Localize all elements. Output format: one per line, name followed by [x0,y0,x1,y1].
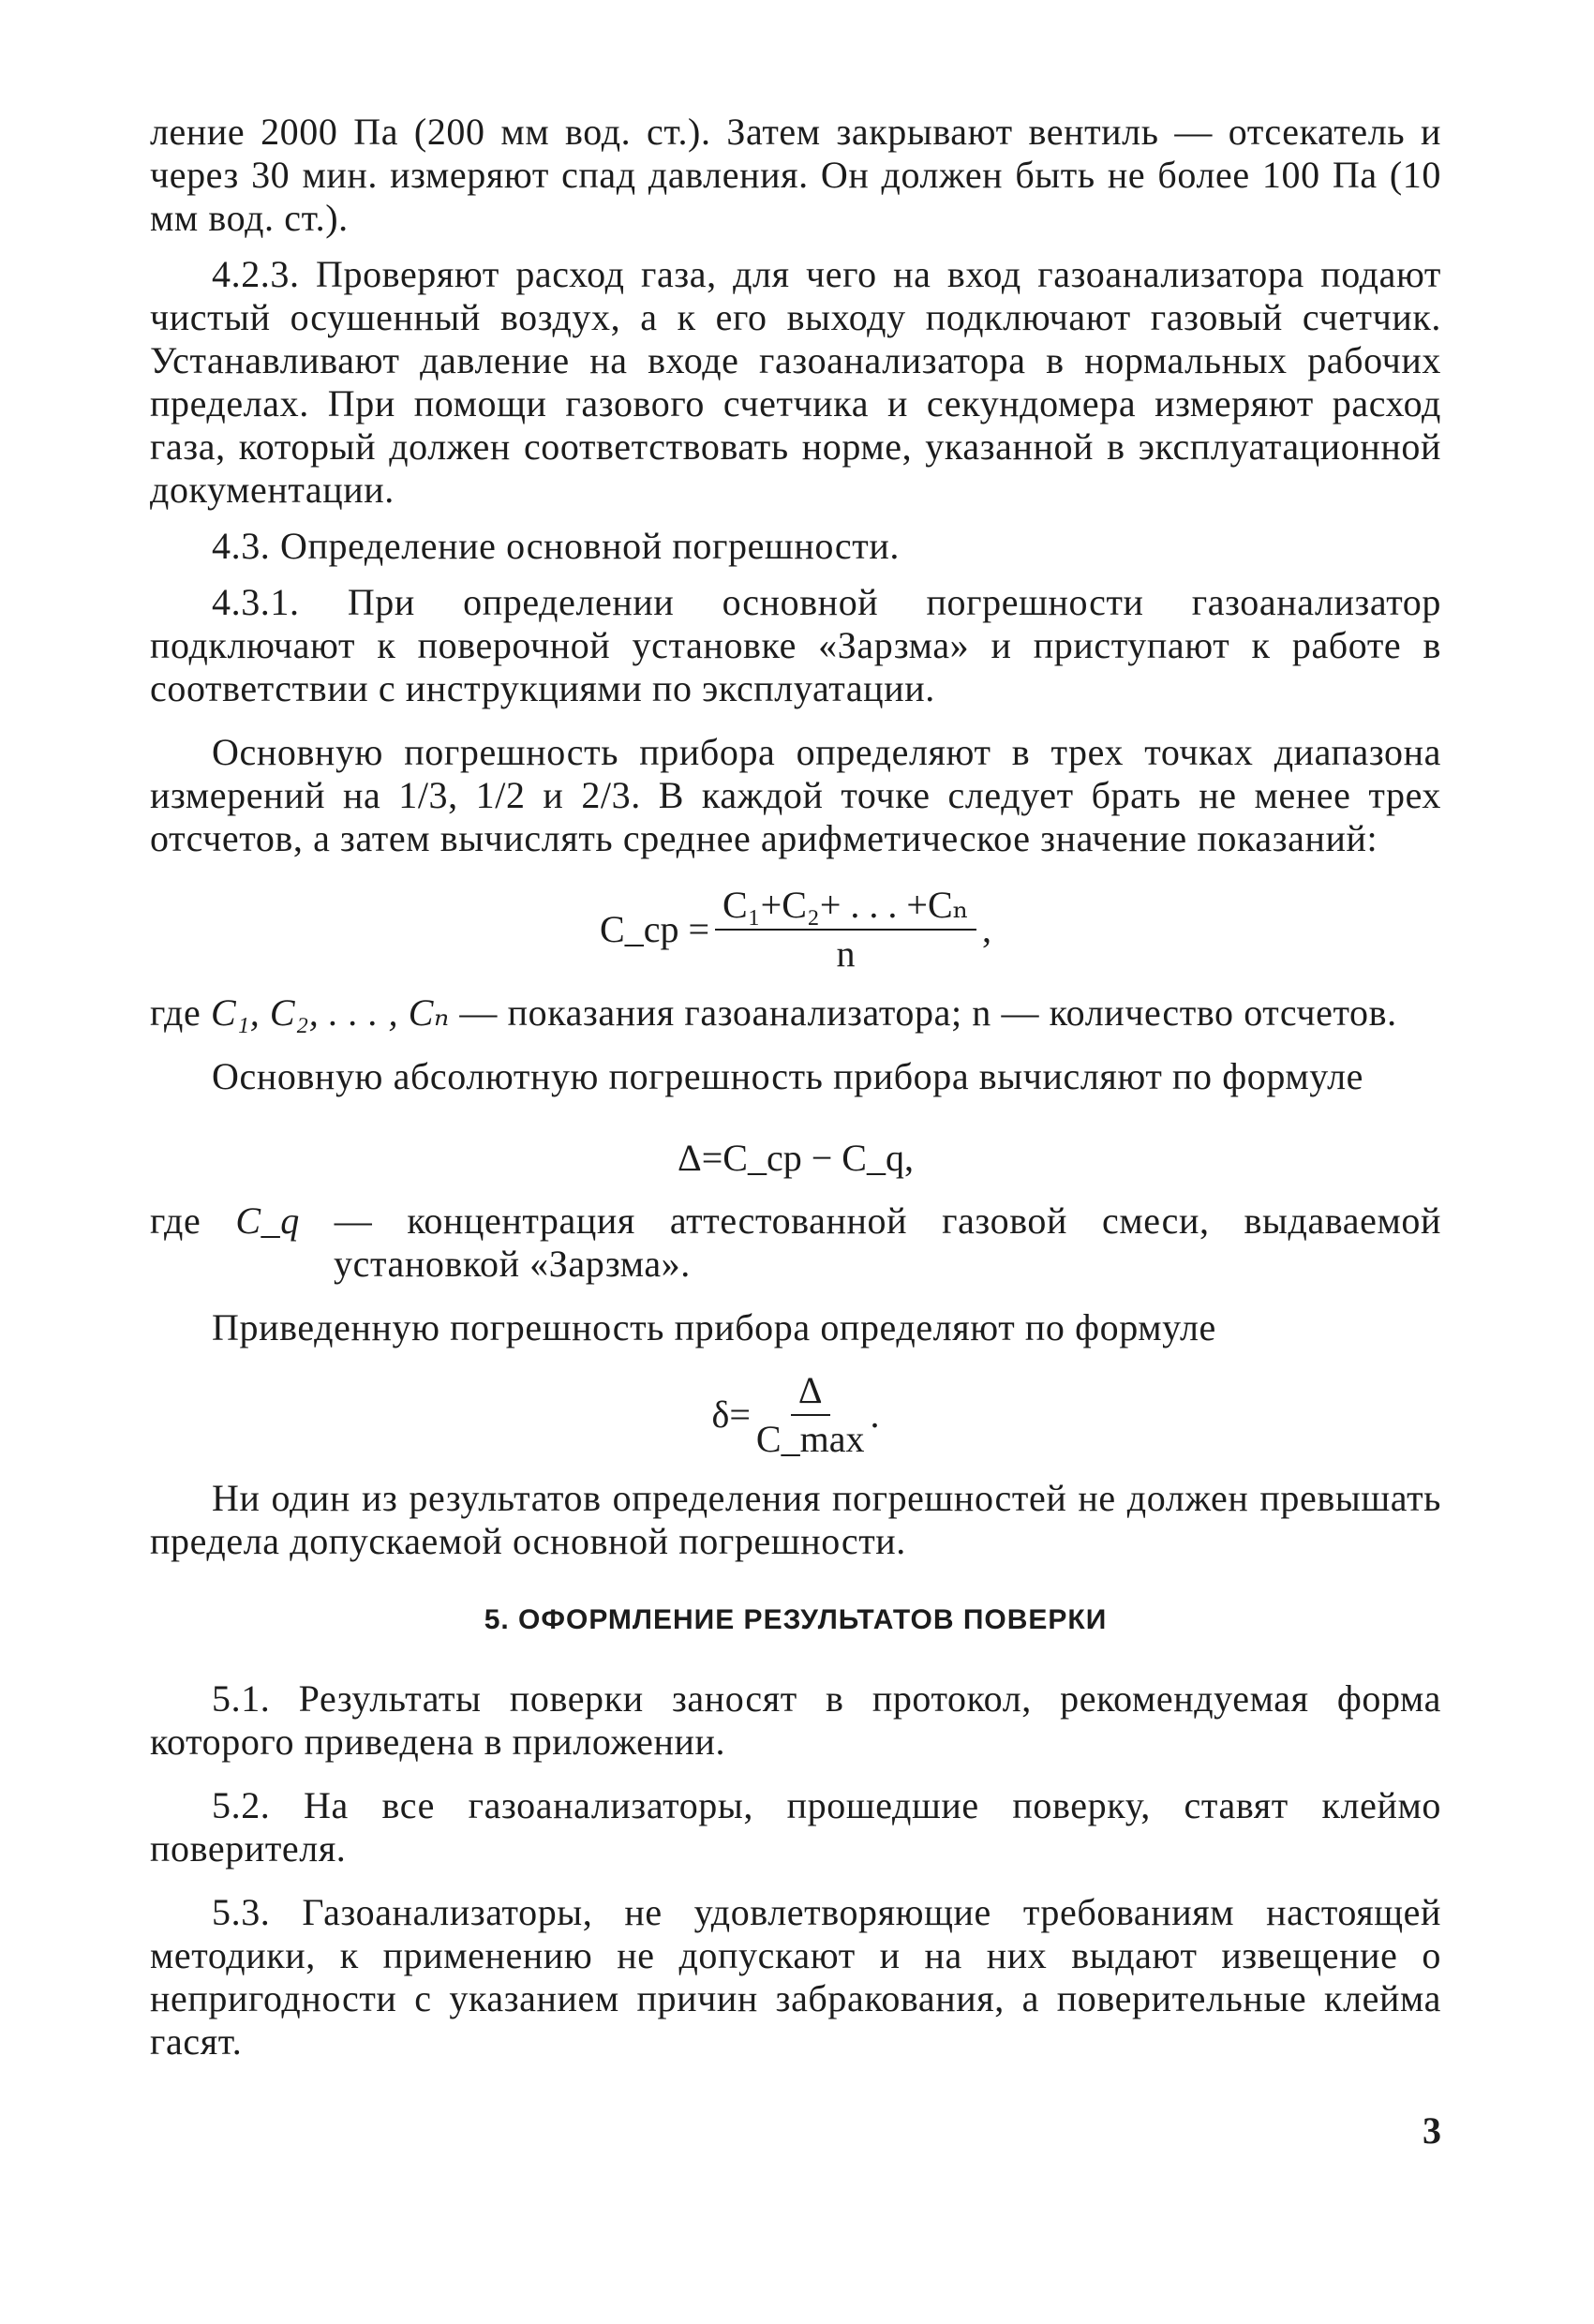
paragraph-pressure-drop: ление 2000 Па (200 мм вод. ст.). Затем закрывают вентиль — отсекатель и через 30 мин. измеряют спад давления. Он должен быть не более 100 Па (10 мм вод. ст.). [150,111,1441,239]
readings-description: — показания газоанализатора; n — количество отсчетов. [459,991,1397,1034]
section-heading: 5. ОФОРМЛЕНИЕ РЕЗУЛЬТАТОВ ПОВЕРКИ [484,1604,1108,1635]
paragraph-absolute-error: Основную абсолютную погрешность прибора вычисляют по формуле [212,1055,1364,1097]
formula-reduced-lhs: δ= [711,1393,751,1436]
concentration-description: — концентрация аттестованной газовой смеси, выдаваемой установкой «Зарзма». [334,1199,1441,1285]
formula-mean-lhs: C_ср = [600,908,710,950]
formula-reduced-error [150,1366,1441,1464]
formula-reduced-numerator: Δ [791,1369,830,1416]
text-column [150,111,1441,2063]
paragraph-5-2: 5.2. На все газоанализаторы, прошедшие поверку, ставят клеймо поверителя. [150,1784,1441,1870]
formula-absolute-error [150,1130,1441,1186]
paragraph-5-1: 5.1. Результаты поверки заносят в протокол, рекомендуемая форма которого приведена в приложении. [150,1677,1441,1763]
paragraph-4-3-1: 4.3.1. При определении основной погрешности газоанализатор подключают к поверочной установке «Зарзма» и приступают к работе в соответствии с инструкциями по эксплуатации. [150,581,1441,709]
formula-mean-denominator: n [836,932,856,975]
paragraph-4-3: 4.3. Определение основной погрешности. [212,525,900,567]
formula-absolute-error-text: Δ=C_ср − C_q, [678,1137,914,1179]
formula-mean-fraction [715,884,976,976]
paragraph-4-2-3: 4.2.3. Проверяют расход газа, для чего на вход газоанализатора подают чистый осушенный воздух, а к его выходу подключают газовый счетчик. Устанавливают давление на входе газоанализатора в нормальных рабочих пределах. При помощи газового счетчика и секундомера измеряют расход газа, который должен соответствовать норме, указанной в эксплуатационной документации. [150,253,1441,511]
formula-mean-numerator: C₁+C₂+ . . . +Cₙ [715,884,976,931]
formula-reduced-suffix: . [870,1393,880,1436]
page-number: 3 [1423,2109,1441,2152]
formula-mean [150,881,1441,978]
where-word: где [150,991,201,1034]
paragraph-limit: Ни один из результатов определения погрешностей не должен превышать предела допускаемой основной погрешности. [150,1477,1441,1562]
concentration-variable: C_q [235,1199,300,1242]
formula-reduced-fraction [756,1369,865,1461]
paragraph-where-readings [150,991,1441,1035]
formula-mean-suffix: , [981,908,991,950]
paragraph-where-concentration [150,1199,1441,1286]
readings-variables: C₁, C₂, . . . , Cₙ [210,991,450,1034]
formula-reduced-denominator: C_max [755,1418,865,1460]
paragraph-reduced-error: Приведенную погрешность прибора определяют по формуле [212,1306,1216,1348]
where-word: где [150,1199,201,1242]
paragraph-basic-error-method: Основную погрешность прибора определяют в трех точках диапазона измерений на 1/3, 1/2 и 2/3. В каждой точке следует брать не менее трех отсчетов, а затем вычислять среднее арифметическое значение показаний: [150,731,1441,859]
paragraph-5-3: 5.3. Газоанализаторы, не удовлетворяющие требованиям настоящей методики, к применению не допускают и на них выдают извещение о непригодности с указанием причин забракования, а поверительные клейма гасят. [150,1891,1441,2063]
